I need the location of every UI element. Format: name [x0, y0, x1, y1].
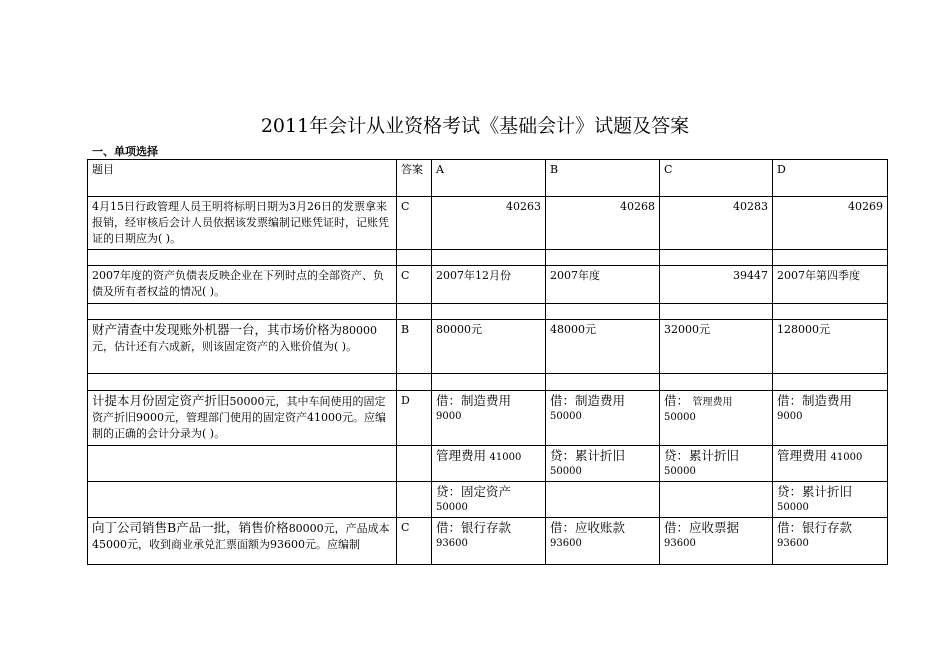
question-text: 2007年度的资产负债表反映企业在下列时点的全部资产、负债及所有者权益的情况( )。 [88, 266, 397, 304]
header-c: C [660, 160, 773, 197]
header-question: 题目 [88, 160, 397, 197]
header-row [88, 160, 888, 197]
table-row [88, 446, 888, 482]
option-d: 管理费用 41000 [773, 446, 888, 482]
table-row [88, 518, 888, 565]
table-row [88, 266, 888, 304]
option-d: 借：银行存款 93600 [773, 518, 888, 565]
table-row [88, 482, 888, 518]
question-rest: 80000元，产品成本45000元，收到商业承兑汇票面额为93600元。应编制 [92, 522, 390, 551]
option-d: 借：制造费用 9000 [773, 391, 888, 446]
option-c: 借： 管理费用 50000 [660, 391, 773, 446]
answer-cell: D [397, 391, 432, 446]
option-a: 管理费用 41000 [432, 446, 546, 482]
question-text [88, 518, 397, 565]
option-b: 2007年度 [546, 266, 660, 304]
option-b: 借：制造费用 50000 [546, 391, 660, 446]
question-lead: 向丁公司销售B产品一批，销售价格 [92, 520, 289, 535]
question-rest: 80000元，估计还有六成新，则该固定资产的入账价值为( )。 [92, 324, 378, 353]
question-text [88, 391, 397, 446]
option-d: 128000元 [773, 320, 888, 374]
answer-cell: C [397, 518, 432, 565]
option-b: 借：应收账款 93600 [546, 518, 660, 565]
spacer-row [88, 374, 888, 391]
spacer-row [88, 304, 888, 320]
option-c: 32000元 [660, 320, 773, 374]
option-a: 借：银行存款 93600 [432, 518, 546, 565]
option-a: 80000元 [432, 320, 546, 374]
questions-table [87, 159, 888, 565]
option-a: 2007年12月份 [432, 266, 546, 304]
page-title: 2011年会计从业资格考试《基础会计》试题及答案 [260, 115, 690, 137]
answer-cell: C [397, 266, 432, 304]
option-c: 借：应收票据 93600 [660, 518, 773, 565]
option-c: 39447 [660, 266, 773, 304]
option-c: 40283 [660, 197, 773, 250]
spacer-row [88, 250, 888, 266]
option-c: 贷：累计折旧 50000 [660, 446, 773, 482]
header-answer: 答案 [397, 160, 432, 197]
question-rest: 50000元，其中车间使用的固定资产折旧9000元，管理部门使用的固定资产41000元。应编制的正确的会计分录为( )。 [92, 395, 386, 440]
option-a: 贷：固定资产 50000 [432, 482, 546, 518]
option-d: 40269 [773, 197, 888, 250]
option-b: 贷：累计折旧 50000 [546, 446, 660, 482]
header-a: A [432, 160, 546, 197]
option-d: 2007年第四季度 [773, 266, 888, 304]
table-row [88, 320, 888, 374]
answer-cell: C [397, 197, 432, 250]
option-a: 借：制造费用 9000 [432, 391, 546, 446]
table-row [88, 197, 888, 250]
option-b: 48000元 [546, 320, 660, 374]
table-row [88, 391, 888, 446]
question-text: 4月15日行政管理人员王明将标明日期为3月26日的发票拿来报销，经审核后会计人员依据该发票编制记账凭证时，记账凭证的日期应为( )。 [88, 197, 397, 250]
header-b: B [546, 160, 660, 197]
header-d: D [773, 160, 888, 197]
option-d: 贷：累计折旧 50000 [773, 482, 888, 518]
answer-cell: B [397, 320, 432, 374]
question-lead: 计提本月份固定资产折旧 [92, 393, 230, 408]
option-a: 40263 [432, 197, 546, 250]
question-text [88, 320, 397, 374]
section-heading: 一、单项选择 [92, 145, 158, 158]
question-lead: 财产清查中发现账外机器一台，其市场价格为 [92, 322, 343, 337]
option-b: 40268 [546, 197, 660, 250]
